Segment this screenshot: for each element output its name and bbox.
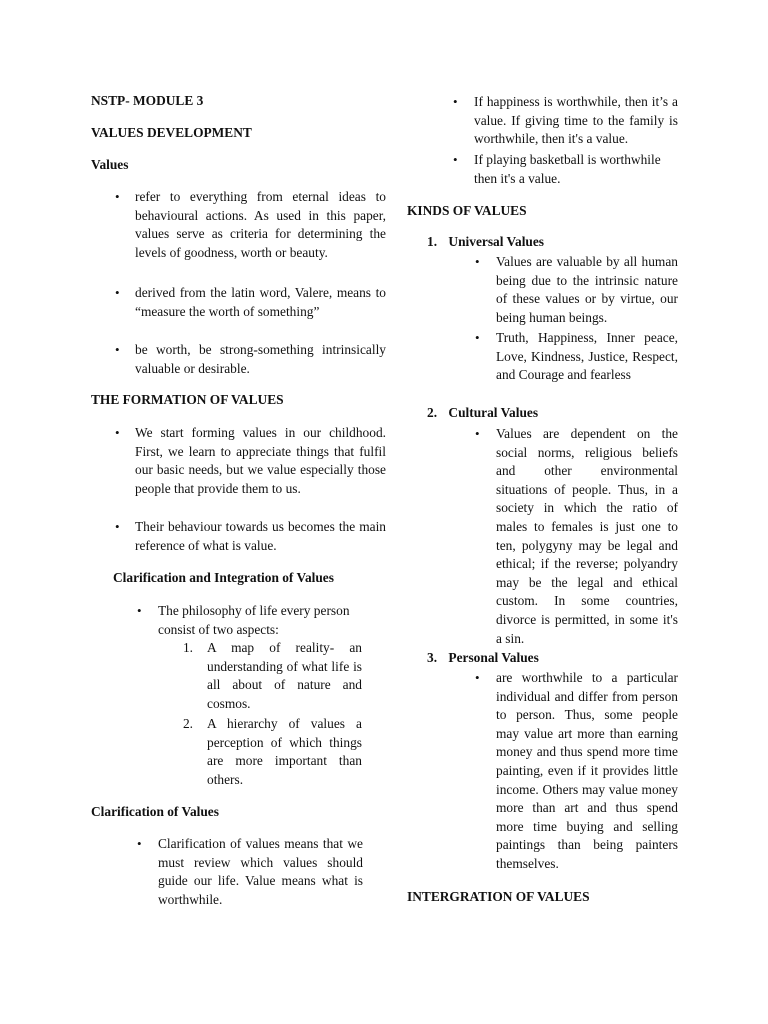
item-text: A map of reality- an understanding of what life is all about of nature and cosmos. <box>207 640 362 711</box>
kind-number: 1. <box>427 234 438 249</box>
list-item-text: Their behaviour towards us becomes the main reference of what is value. <box>135 519 386 553</box>
integration-heading: INTERGRATION OF VALUES <box>407 889 590 904</box>
bullet-icon <box>115 284 125 303</box>
kind-number: 2. <box>427 405 438 420</box>
list-item-text: The philosophy of life every person consist of two aspects: <box>158 603 350 637</box>
formation-heading: THE FORMATION OF VALUES <box>91 392 284 407</box>
list-item-text: Clarification of values means that we must review which values should guide our life. Value means what is worthwhile. <box>158 836 363 907</box>
kinds-heading: KINDS OF VALUES <box>407 203 527 218</box>
clarification-heading: Clarification of Values <box>91 804 219 819</box>
kind-title: Personal Values <box>448 650 539 665</box>
bullet-icon <box>115 424 125 443</box>
clarification-integration-heading: Clarification and Integration of Values <box>113 570 334 585</box>
bullet-icon <box>475 253 485 272</box>
list-item-text: be worth, be strong-something intrinsically valuable or desirable. <box>135 342 386 376</box>
item-number: 1. <box>182 640 193 655</box>
list-item-text: If happiness is worthwhile, then it’s a value. If giving time to the family is worthwhile, then it's a value. <box>474 94 678 147</box>
list-item-text: Values are valuable by all human being due to the intrinsic nature of these values or by virtue, our being human beings. <box>496 254 678 325</box>
bullet-icon <box>115 518 125 537</box>
bullet-icon <box>137 602 147 621</box>
bullet-icon <box>475 669 485 688</box>
values-heading: Values <box>91 157 129 172</box>
kind-title: Cultural Values <box>448 405 539 420</box>
kind-universal-values <box>427 233 544 252</box>
kind-personal-values <box>427 649 539 668</box>
bullet-icon <box>115 188 125 207</box>
bullet-icon <box>475 425 485 444</box>
list-item-text: If playing basketball is worthwhile then it's a value. <box>474 152 661 186</box>
bullet-icon <box>453 151 463 170</box>
kind-cultural-values <box>427 404 538 423</box>
list-item-text: Values are dependent on the social norms, religious beliefs and other environmental situations of people. Thus, in a society in which the ratio of males to females is just one to ten, polygyny may be legal and ethical; if the reverse; polyandry may be the legal and ethical custom. In some countries, divorce is permitted, in some it's a sin. <box>496 426 678 646</box>
kind-title: Universal Values <box>448 234 545 249</box>
bullet-icon <box>137 835 147 854</box>
list-item-text: Truth, Happiness, Inner peace, Love, Kindness, Justice, Respect, and Courage and fearless <box>496 330 678 383</box>
list-item-text: We start forming values in our childhood. First, we learn to appreciate things that fulfil our basic needs, but we value especially those people that provide them to us. <box>135 425 386 496</box>
item-number: 2. <box>182 716 193 731</box>
list-item-text: derived from the latin word, Valere, means to “measure the worth of something” <box>135 285 386 319</box>
kind-number: 3. <box>427 650 438 665</box>
bullet-icon <box>115 341 125 360</box>
document-title: VALUES DEVELOPMENT <box>91 125 252 140</box>
item-text: A hierarchy of values a perception of which things are more important than others. <box>207 716 362 787</box>
list-item-text: are worthwhile to a particular individual and differ from person to person. Thus, some people may value art more than earning money and thus spend more time painting, even if it provides little income. Others may value money more than art and thus spend more time buying and selling paintings than being painters themselves. <box>496 670 678 871</box>
list-item-text: refer to everything from eternal ideas to behavioural actions. As used in this paper, values serve as criteria for determining the levels of goodness, worth or beauty. <box>135 189 386 260</box>
module-title: NSTP- MODULE 3 <box>91 93 204 108</box>
bullet-icon <box>453 93 463 112</box>
bullet-icon <box>475 329 485 348</box>
